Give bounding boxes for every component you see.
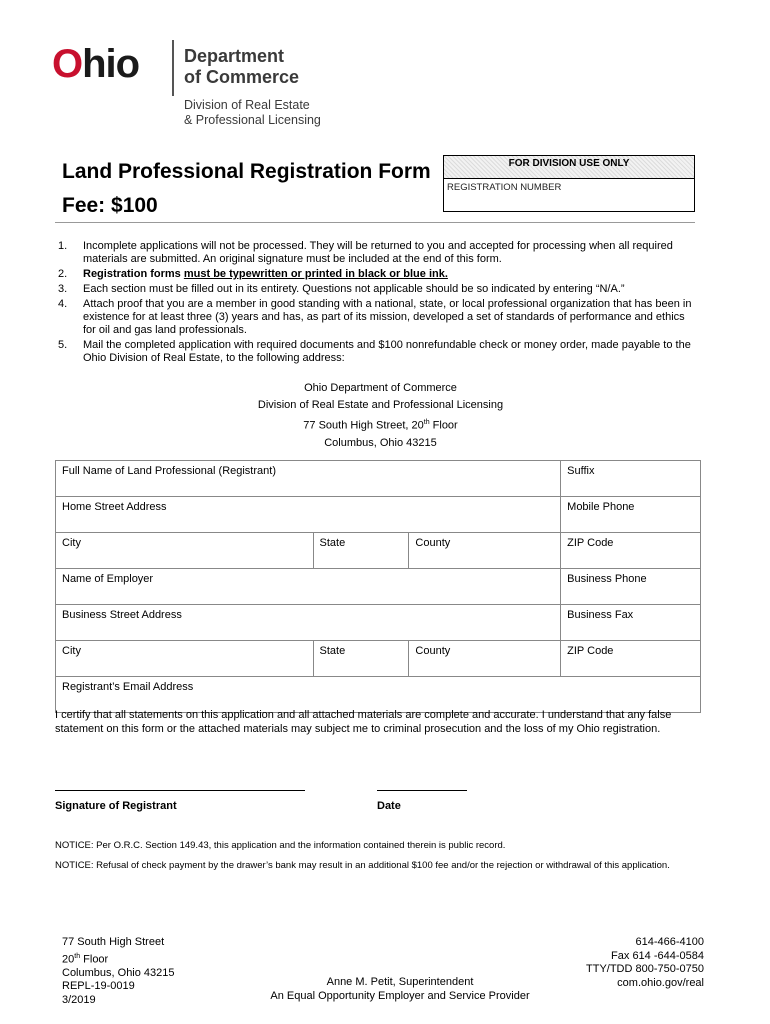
footer-left-line3: Columbus, Ohio 43215 xyxy=(62,966,175,979)
instruction-number: 1. xyxy=(58,240,68,252)
suffix-field[interactable]: Suffix xyxy=(561,461,701,497)
footer-left-line5: 3/2019 xyxy=(62,993,96,1006)
footer-left-line1: 77 South High Street xyxy=(62,936,165,948)
certification-statement: I certify that all statements on this application and all attached materials are complete and accurate. I understand that any false statement on this form or the attached materials may subject me to criminal prosecution and the loss of my Ohio registration. xyxy=(55,709,672,735)
address-line3-sup: th xyxy=(423,419,430,426)
division-line2: & Professional Licensing xyxy=(184,113,321,127)
date-label: Date xyxy=(377,800,401,812)
division-line1: Division of Real Estate xyxy=(184,98,310,112)
dept-line2: of Commerce xyxy=(184,67,300,87)
footer-contact xyxy=(480,936,704,990)
address-line3-b: Floor xyxy=(429,419,458,432)
instruction-number: 2. xyxy=(58,268,68,280)
email-field[interactable]: Registrant’s Email Address xyxy=(56,677,701,713)
instructions-list xyxy=(58,240,698,367)
instruction-number: 5. xyxy=(58,339,68,351)
business-city-field[interactable]: City xyxy=(56,641,314,677)
registration-number-label: REGISTRATION NUMBER xyxy=(447,182,562,193)
instruction-text-a: Registration forms xyxy=(83,268,184,280)
check-refusal-notice: NOTICE: Refusal of check payment by the drawer’s bank may result in an additional $100 fee and/or the rejection or withdrawal of this application. xyxy=(55,860,670,871)
logo-text: hio xyxy=(82,42,140,86)
division-use-header: FOR DIVISION USE ONLY xyxy=(444,156,694,179)
superintendent-name: Anne M. Petit, Superintendent xyxy=(326,976,474,988)
instruction-text-emphasis: must be typewritten or printed in black or blue ink. xyxy=(183,268,448,280)
logo-o: O xyxy=(52,42,83,86)
mobile-phone-field[interactable]: Mobile Phone xyxy=(561,497,701,533)
footer-floor-b: Floor xyxy=(80,953,109,966)
business-county-field[interactable]: County xyxy=(409,641,561,677)
table-row xyxy=(56,533,701,569)
employer-field[interactable]: Name of Employer xyxy=(56,569,561,605)
instruction-number: 4. xyxy=(58,298,68,310)
equal-opportunity-statement: An Equal Opportunity Employer and Service Provider xyxy=(270,989,530,1002)
home-zip-field[interactable]: ZIP Code xyxy=(561,533,701,569)
business-state-field[interactable]: State xyxy=(313,641,409,677)
signature-line[interactable] xyxy=(55,790,305,791)
form-title: Land Professional Registration Form xyxy=(62,160,431,183)
footer-left-line2 xyxy=(62,950,175,967)
address-line2: Division of Real Estate and Professional Licensing xyxy=(257,399,504,411)
ohio-logo xyxy=(52,44,139,84)
table-row xyxy=(56,605,701,641)
address-line4: Columbus, Ohio 43215 xyxy=(324,436,437,449)
table-row xyxy=(56,641,701,677)
division-use-box xyxy=(443,155,695,212)
table-row xyxy=(56,677,701,713)
footer-tty: TTY/TDD 800-750-0750 xyxy=(586,963,704,975)
business-zip-field[interactable]: ZIP Code xyxy=(561,641,701,677)
business-phone-field[interactable]: Business Phone xyxy=(561,569,701,605)
footer-address xyxy=(62,936,175,1007)
instruction-text: Mail the completed application with required documents and $100 nonrefundable check or money order, made payable to the Ohio Division of Real Estate, to the following address: xyxy=(83,339,691,364)
public-record-notice: NOTICE: Per O.R.C. Section 149.43, this application and the information contained therein is public record. xyxy=(55,840,506,851)
footer-phone: 614-466-4100 xyxy=(635,936,704,948)
instruction-item xyxy=(58,240,698,266)
home-street-field[interactable]: Home Street Address xyxy=(56,497,561,533)
logo-divider xyxy=(172,40,174,96)
footer-left-line4: REPL-19-0019 xyxy=(62,980,135,993)
instruction-text xyxy=(83,268,698,281)
instruction-item xyxy=(58,268,698,281)
instruction-text: Attach proof that you are a member in good standing with a national, state, or local professional organization that has been in existence for at least three (3) years and has, as part of its mission, developed a set of standards of performance and ethics for oil and gas land professionals. xyxy=(83,298,692,336)
footer-floor-a: 20 xyxy=(62,953,75,966)
address-line3-a: 77 South High Street, 20 xyxy=(303,419,424,432)
table-row xyxy=(56,497,701,533)
table-row xyxy=(56,461,701,497)
home-city-field[interactable]: City xyxy=(56,533,314,569)
form-fee: Fee: $100 xyxy=(62,194,158,217)
home-state-field[interactable]: State xyxy=(313,533,409,569)
instruction-text: Incomplete applications will not be processed. They will be returned to you and accepted for processing when all required materials are submitted. An original signature must be included at the end of this form. xyxy=(83,240,673,265)
registration-fields-table xyxy=(55,460,701,713)
business-fax-field[interactable]: Business Fax xyxy=(561,605,701,641)
header-rule xyxy=(55,222,695,223)
footer-floor-sup: th xyxy=(74,952,81,960)
date-line[interactable] xyxy=(377,790,467,791)
home-county-field[interactable]: County xyxy=(409,533,561,569)
department-name xyxy=(184,46,299,88)
mailing-address xyxy=(58,380,703,452)
footer-fax: Fax 614 -644-0584 xyxy=(611,949,704,962)
instruction-item xyxy=(58,298,698,337)
signature-label: Signature of Registrant xyxy=(55,800,177,812)
address-line1: Ohio Department of Commerce xyxy=(304,382,457,394)
division-name xyxy=(184,98,321,128)
address-line3 xyxy=(58,414,703,435)
instruction-item xyxy=(58,283,698,296)
instruction-number: 3. xyxy=(58,283,68,295)
dept-line1: Department xyxy=(184,46,285,66)
footer-website[interactable]: com.ohio.gov/real xyxy=(617,976,704,989)
business-street-field[interactable]: Business Street Address xyxy=(56,605,561,641)
full-name-field[interactable]: Full Name of Land Professional (Registrant) xyxy=(56,461,561,497)
instruction-text: Each section must be filled out in its entirety. Questions not applicable should be so indicated by entering “N/A.” xyxy=(83,283,625,295)
table-row xyxy=(56,569,701,605)
instruction-item xyxy=(58,339,698,365)
